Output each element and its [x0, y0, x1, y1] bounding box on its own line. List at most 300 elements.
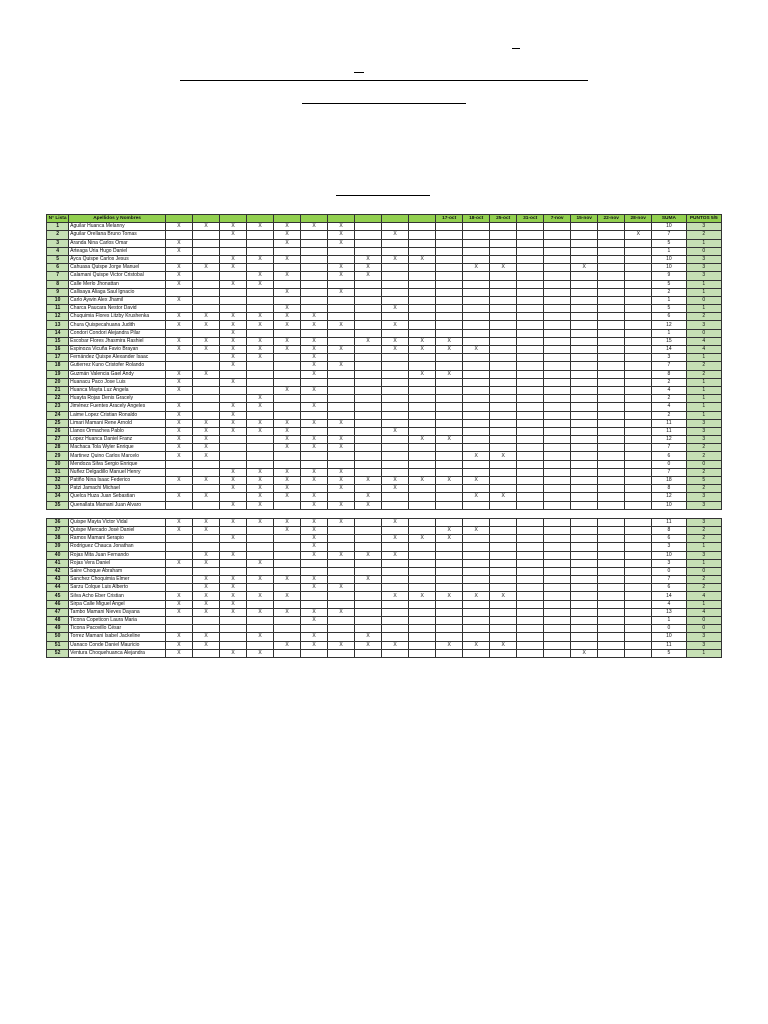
attendance-mark: [436, 493, 463, 501]
attendance-mark: [355, 468, 382, 476]
attendance-mark: [463, 354, 490, 362]
attendance-mark: X: [165, 518, 192, 526]
attendance-mark: [192, 296, 219, 304]
spacer-cell: [47, 509, 722, 518]
attendance-mark: X: [571, 264, 598, 272]
attendance-mark: X: [274, 272, 301, 280]
attendance-mark: [382, 329, 409, 337]
attendance-mark: [382, 600, 409, 608]
attendance-mark: [192, 288, 219, 296]
attendance-mark: [517, 477, 544, 485]
row-sum: 10: [652, 551, 686, 559]
row-sum: 12: [652, 493, 686, 501]
table-row: [47, 411, 722, 419]
attendance-mark: [274, 411, 301, 419]
row-number: 23: [47, 403, 69, 411]
attendance-mark: X: [301, 370, 328, 378]
attendance-mark: X: [571, 649, 598, 657]
row-sum: 11: [652, 518, 686, 526]
attendance-mark: [544, 296, 571, 304]
header-date-col: 28-nov: [625, 215, 652, 223]
attendance-mark: X: [165, 559, 192, 567]
attendance-mark: [625, 280, 652, 288]
student-name: Aranda Nina Carlos Omar: [69, 239, 166, 247]
attendance-table: [46, 214, 722, 658]
attendance-mark: [544, 280, 571, 288]
student-name: Rodriguez Chauca Jonathan: [69, 543, 166, 551]
attendance-mark: [301, 305, 328, 313]
attendance-mark: [165, 329, 192, 337]
table-row: [47, 649, 722, 657]
table-row: [47, 551, 722, 559]
attendance-mark: X: [328, 272, 355, 280]
attendance-mark: [625, 255, 652, 263]
attendance-mark: X: [165, 633, 192, 641]
student-name: Sarzu Colque Luis Alberto: [69, 584, 166, 592]
attendance-mark: X: [247, 608, 274, 616]
attendance-mark: [490, 419, 517, 427]
attendance-mark: X: [165, 247, 192, 255]
table-row: [47, 485, 722, 493]
attendance-mark: [382, 378, 409, 386]
attendance-mark: [490, 468, 517, 476]
attendance-mark: [625, 395, 652, 403]
attendance-mark: X: [301, 386, 328, 394]
attendance-mark: [382, 559, 409, 567]
attendance-mark: [192, 395, 219, 403]
attendance-mark: [355, 617, 382, 625]
row-sum: 8: [652, 370, 686, 378]
attendance-mark: X: [274, 321, 301, 329]
row-points: 1: [686, 411, 721, 419]
attendance-mark: X: [355, 633, 382, 641]
attendance-mark: [328, 305, 355, 313]
attendance-mark: [301, 460, 328, 468]
attendance-mark: [382, 223, 409, 231]
attendance-mark: [409, 617, 436, 625]
attendance-mark: [436, 255, 463, 263]
row-number: 31: [47, 468, 69, 476]
attendance-mark: [409, 641, 436, 649]
attendance-mark: [382, 625, 409, 633]
attendance-mark: [517, 649, 544, 657]
attendance-mark: X: [247, 633, 274, 641]
attendance-mark: [598, 592, 625, 600]
attendance-mark: X: [274, 592, 301, 600]
attendance-mark: [544, 625, 571, 633]
attendance-mark: X: [274, 468, 301, 476]
attendance-mark: [625, 649, 652, 657]
attendance-mark: [382, 395, 409, 403]
attendance-mark: X: [192, 633, 219, 641]
attendance-mark: [409, 526, 436, 534]
table-row: [47, 518, 722, 526]
attendance-mark: X: [247, 321, 274, 329]
row-points: 2: [686, 231, 721, 239]
attendance-mark: [328, 559, 355, 567]
attendance-mark: X: [490, 264, 517, 272]
attendance-mark: [409, 501, 436, 509]
attendance-mark: X: [328, 501, 355, 509]
attendance-mark: [165, 362, 192, 370]
table-row: [47, 386, 722, 394]
row-number: 5: [47, 255, 69, 263]
table-row: [47, 272, 722, 280]
attendance-mark: [247, 370, 274, 378]
attendance-mark: [274, 329, 301, 337]
attendance-mark: X: [409, 592, 436, 600]
header-date-col: 18-oct: [463, 215, 490, 223]
attendance-mark: [192, 617, 219, 625]
attendance-mark: [544, 485, 571, 493]
attendance-mark: [165, 551, 192, 559]
attendance-mark: [490, 485, 517, 493]
attendance-mark: [436, 608, 463, 616]
attendance-mark: [192, 543, 219, 551]
attendance-mark: X: [247, 255, 274, 263]
attendance-mark: [517, 427, 544, 435]
attendance-mark: X: [220, 518, 247, 526]
attendance-mark: X: [220, 280, 247, 288]
attendance-mark: [355, 329, 382, 337]
attendance-mark: [490, 305, 517, 313]
table-row: [47, 477, 722, 485]
attendance-mark: [247, 567, 274, 575]
attendance-mark: [274, 378, 301, 386]
table-row: [47, 567, 722, 575]
attendance-mark: X: [192, 452, 219, 460]
attendance-mark: [274, 264, 301, 272]
attendance-mark: X: [409, 535, 436, 543]
attendance-mark: [490, 649, 517, 657]
row-points: 1: [686, 403, 721, 411]
attendance-mark: X: [247, 559, 274, 567]
attendance-mark: [490, 231, 517, 239]
attendance-mark: [625, 370, 652, 378]
attendance-mark: [328, 395, 355, 403]
row-sum: 8: [652, 485, 686, 493]
attendance-mark: [598, 567, 625, 575]
attendance-mark: X: [220, 411, 247, 419]
attendance-mark: [598, 255, 625, 263]
attendance-mark: [598, 477, 625, 485]
attendance-mark: [625, 518, 652, 526]
row-number: 47: [47, 608, 69, 616]
attendance-mark: [571, 231, 598, 239]
attendance-mark: X: [220, 346, 247, 354]
attendance-mark: [274, 247, 301, 255]
attendance-mark: X: [274, 239, 301, 247]
attendance-mark: [355, 600, 382, 608]
student-name: Torrez Mamani Isabel Jackeline: [69, 633, 166, 641]
row-sum: 4: [652, 600, 686, 608]
attendance-mark: [436, 329, 463, 337]
attendance-mark: [544, 633, 571, 641]
attendance-mark: [517, 551, 544, 559]
attendance-mark: [274, 559, 301, 567]
row-points: 4: [686, 592, 721, 600]
attendance-mark: [598, 370, 625, 378]
attendance-mark: [436, 518, 463, 526]
attendance-mark: [625, 559, 652, 567]
attendance-mark: [328, 296, 355, 304]
student-name: Quispe Mercado José Daniel: [69, 526, 166, 534]
attendance-mark: [247, 625, 274, 633]
row-points: 4: [686, 608, 721, 616]
attendance-mark: X: [165, 444, 192, 452]
attendance-mark: [382, 493, 409, 501]
row-points: 2: [686, 444, 721, 452]
table-row: [47, 460, 722, 468]
row-number: 48: [47, 617, 69, 625]
header-date-col: 15-nov: [571, 215, 598, 223]
attendance-mark: [625, 535, 652, 543]
attendance-mark: [409, 313, 436, 321]
attendance-mark: X: [274, 485, 301, 493]
attendance-mark: [328, 378, 355, 386]
attendance-mark: [409, 321, 436, 329]
attendance-mark: X: [247, 649, 274, 657]
attendance-mark: X: [220, 501, 247, 509]
attendance-mark: X: [274, 576, 301, 584]
attendance-mark: [382, 452, 409, 460]
attendance-mark: [544, 223, 571, 231]
attendance-mark: X: [220, 337, 247, 345]
attendance-mark: [490, 617, 517, 625]
student-name: Uanaco Conde Daniel Mauricio: [69, 641, 166, 649]
attendance-mark: [409, 576, 436, 584]
attendance-mark: [409, 493, 436, 501]
attendance-mark: X: [436, 641, 463, 649]
attendance-mark: [355, 543, 382, 551]
attendance-mark: X: [355, 501, 382, 509]
attendance-mark: [274, 395, 301, 403]
attendance-mark: [328, 625, 355, 633]
attendance-mark: [355, 608, 382, 616]
attendance-mark: [247, 305, 274, 313]
attendance-mark: [625, 427, 652, 435]
row-points: 3: [686, 223, 721, 231]
attendance-mark: [382, 444, 409, 452]
row-number: 39: [47, 543, 69, 551]
student-name: Ticona Pacovillo César: [69, 625, 166, 633]
attendance-mark: [490, 543, 517, 551]
attendance-mark: [409, 625, 436, 633]
attendance-mark: X: [165, 346, 192, 354]
student-name: Jiménez Fuentes Aracely Angeles: [69, 403, 166, 411]
attendance-mark: [598, 239, 625, 247]
attendance-mark: [328, 567, 355, 575]
attendance-mark: X: [220, 403, 247, 411]
attendance-mark: [571, 493, 598, 501]
table-row: [47, 617, 722, 625]
attendance-mark: X: [301, 313, 328, 321]
attendance-mark: [436, 501, 463, 509]
row-number: 28: [47, 444, 69, 452]
attendance-mark: [382, 526, 409, 534]
attendance-mark: [517, 223, 544, 231]
attendance-mark: [598, 460, 625, 468]
title-underline-long: [180, 80, 588, 81]
attendance-mark: [571, 600, 598, 608]
attendance-mark: [517, 641, 544, 649]
attendance-mark: X: [220, 419, 247, 427]
attendance-mark: [328, 329, 355, 337]
student-name: Chuquimia Flores Litzby Krushenka: [69, 313, 166, 321]
attendance-mark: [571, 641, 598, 649]
attendance-mark: [382, 288, 409, 296]
attendance-mark: X: [192, 526, 219, 534]
attendance-mark: X: [463, 641, 490, 649]
attendance-mark: [544, 576, 571, 584]
attendance-mark: [247, 584, 274, 592]
attendance-mark: [436, 567, 463, 575]
attendance-mark: [517, 321, 544, 329]
row-number: 34: [47, 493, 69, 501]
attendance-mark: [409, 239, 436, 247]
header-blank-col: [247, 215, 274, 223]
attendance-mark: [328, 386, 355, 394]
attendance-mark: X: [220, 321, 247, 329]
attendance-mark: [220, 617, 247, 625]
table-row: [47, 247, 722, 255]
attendance-mark: [436, 468, 463, 476]
row-sum: 6: [652, 584, 686, 592]
attendance-mark: [598, 452, 625, 460]
attendance-mark: X: [274, 444, 301, 452]
attendance-mark: [274, 535, 301, 543]
attendance-mark: [192, 247, 219, 255]
attendance-mark: [571, 313, 598, 321]
attendance-mark: [165, 485, 192, 493]
attendance-mark: X: [301, 321, 328, 329]
attendance-mark: X: [274, 223, 301, 231]
row-number: 15: [47, 337, 69, 345]
attendance-mark: [382, 543, 409, 551]
attendance-mark: X: [301, 477, 328, 485]
attendance-mark: [274, 584, 301, 592]
row-sum: 3: [652, 543, 686, 551]
attendance-mark: [598, 485, 625, 493]
attendance-mark: [517, 288, 544, 296]
attendance-mark: [517, 280, 544, 288]
attendance-mark: X: [247, 354, 274, 362]
attendance-mark: [490, 526, 517, 534]
attendance-mark: [355, 485, 382, 493]
attendance-mark: [517, 485, 544, 493]
table-row: [47, 223, 722, 231]
attendance-mark: [382, 567, 409, 575]
attendance-mark: [328, 592, 355, 600]
attendance-mark: [247, 296, 274, 304]
attendance-mark: X: [165, 649, 192, 657]
attendance-mark: X: [301, 419, 328, 427]
row-points: 0: [686, 617, 721, 625]
attendance-mark: X: [220, 313, 247, 321]
attendance-mark: [328, 280, 355, 288]
attendance-mark: [490, 608, 517, 616]
attendance-mark: [517, 419, 544, 427]
row-number: 17: [47, 354, 69, 362]
row-sum: 10: [652, 264, 686, 272]
student-name: Ticona Copeticon Laura Maria: [69, 617, 166, 625]
attendance-mark: X: [328, 239, 355, 247]
attendance-mark: X: [192, 551, 219, 559]
row-points: 3: [686, 493, 721, 501]
attendance-mark: X: [301, 576, 328, 584]
attendance-mark: [409, 411, 436, 419]
attendance-mark: [436, 427, 463, 435]
attendance-mark: [463, 362, 490, 370]
attendance-mark: [517, 535, 544, 543]
attendance-mark: [355, 444, 382, 452]
row-number: 24: [47, 411, 69, 419]
attendance-mark: [463, 280, 490, 288]
attendance-mark: [220, 633, 247, 641]
attendance-mark: [517, 386, 544, 394]
attendance-mark: X: [490, 641, 517, 649]
table-row: [47, 346, 722, 354]
attendance-mark: [220, 395, 247, 403]
attendance-mark: [463, 305, 490, 313]
attendance-mark: [544, 239, 571, 247]
student-name: Carlo Aywin Alex Jhamil: [69, 296, 166, 304]
attendance-mark: [274, 543, 301, 551]
row-number: 40: [47, 551, 69, 559]
attendance-mark: X: [301, 641, 328, 649]
attendance-mark: X: [192, 223, 219, 231]
row-sum: 10: [652, 255, 686, 263]
attendance-mark: [436, 247, 463, 255]
attendance-mark: X: [328, 444, 355, 452]
attendance-mark: [544, 337, 571, 345]
table-row: [47, 255, 722, 263]
row-points: 4: [686, 346, 721, 354]
row-sum: 18: [652, 477, 686, 485]
attendance-mark: X: [165, 427, 192, 435]
attendance-mark: [355, 460, 382, 468]
attendance-mark: [463, 436, 490, 444]
student-name: Patzi Jamachi Michael: [69, 485, 166, 493]
attendance-mark: X: [192, 576, 219, 584]
attendance-mark: [220, 567, 247, 575]
attendance-mark: X: [247, 427, 274, 435]
header-points: PUNTOS 5/5: [686, 215, 721, 223]
attendance-mark: [625, 346, 652, 354]
attendance-mark: [328, 460, 355, 468]
attendance-mark: [571, 255, 598, 263]
attendance-mark: [409, 452, 436, 460]
row-sum: 6: [652, 452, 686, 460]
attendance-mark: [517, 592, 544, 600]
attendance-mark: X: [165, 239, 192, 247]
attendance-mark: [490, 272, 517, 280]
attendance-mark: [436, 386, 463, 394]
row-points: 2: [686, 485, 721, 493]
attendance-mark: [544, 272, 571, 280]
attendance-mark: [571, 633, 598, 641]
attendance-mark: X: [165, 313, 192, 321]
attendance-mark: [544, 403, 571, 411]
attendance-mark: [220, 296, 247, 304]
attendance-mark: [301, 288, 328, 296]
attendance-mark: [301, 378, 328, 386]
attendance-mark: X: [220, 362, 247, 370]
attendance-mark: [490, 354, 517, 362]
attendance-mark: X: [436, 535, 463, 543]
student-name: Quelca Huza Juan Sebastian: [69, 493, 166, 501]
attendance-mark: [165, 468, 192, 476]
